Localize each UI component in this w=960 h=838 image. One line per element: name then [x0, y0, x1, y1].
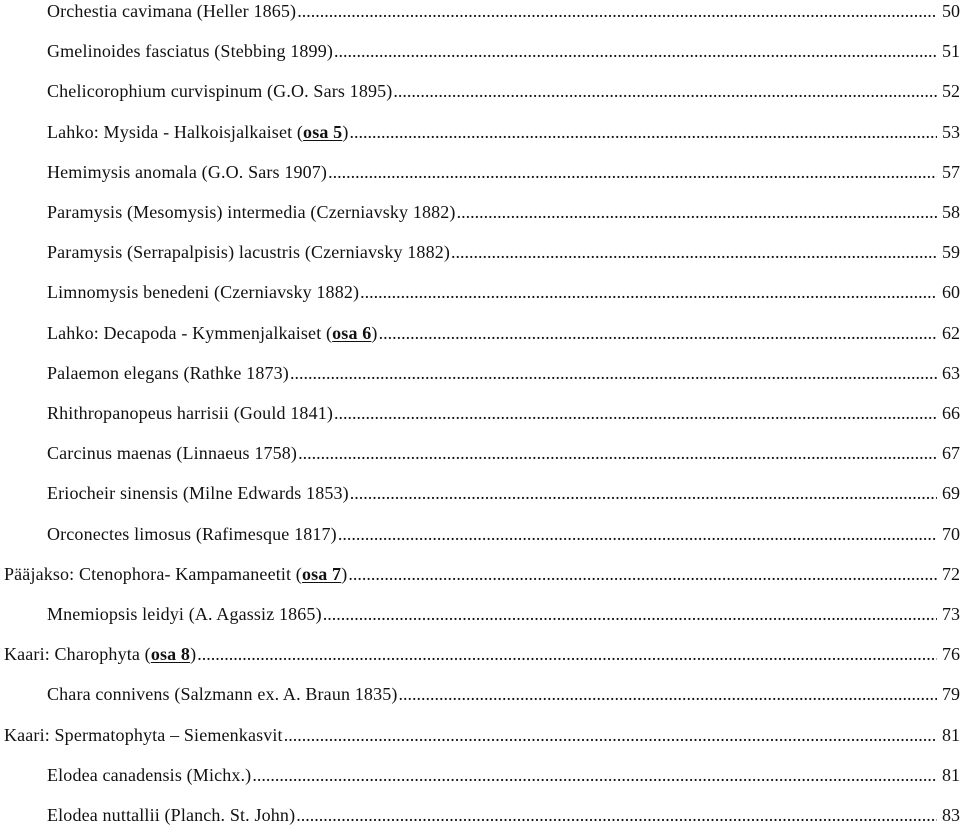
dot-leader: [298, 442, 937, 464]
toc-page-number: 73: [942, 604, 960, 624]
toc-page-number: 66: [942, 403, 960, 423]
dot-leader: [348, 563, 937, 585]
toc-entry[interactable]: [47, 271, 960, 303]
dot-leader: [334, 40, 937, 62]
toc-entry[interactable]: [47, 312, 960, 344]
toc-entry-title: Hemimysis anomala (G.O. Sars 1907): [47, 161, 328, 182]
toc-entry-title: Lahko: Decapoda - Kymmenjalkaiset (osa 6): [47, 322, 378, 343]
toc-entry-title: Chara connivens (Salzmann ex. A. Braun 1835): [47, 684, 398, 705]
toc-entry-link[interactable]: osa 7: [301, 563, 342, 584]
toc-entry-title: Lahko: Mysida - Halkoisjalkaiset (osa 5): [47, 121, 349, 142]
toc-page-number: 50: [942, 1, 960, 21]
toc-page-number: 62: [942, 322, 960, 343]
toc-entry-link[interactable]: osa 8: [150, 644, 191, 665]
toc-page-number: 76: [942, 644, 960, 665]
toc-page-number: 70: [942, 523, 960, 544]
toc-entry[interactable]: [47, 30, 960, 62]
toc-entry-title: Carcinus maenas (Linnaeus 1758): [47, 443, 298, 464]
toc-entry[interactable]: [4, 714, 960, 746]
toc-page-number: 59: [942, 242, 960, 263]
toc-entry-title: Chelicorophium curvispinum (G.O. Sars 1895): [47, 81, 393, 102]
toc-entry-title: Eriocheir sinensis (Milne Edwards 1853): [47, 483, 349, 504]
toc-page-number: 81: [942, 724, 960, 745]
toc-entry[interactable]: [47, 754, 960, 786]
dot-leader: [284, 724, 937, 746]
dot-leader: [393, 80, 937, 102]
dot-leader: [290, 362, 937, 384]
toc-page-number: 57: [942, 161, 960, 182]
dot-leader: [252, 764, 937, 786]
toc-page-number: 52: [942, 81, 960, 102]
toc-entry-link[interactable]: osa 6: [332, 322, 372, 343]
dot-leader: [328, 161, 937, 183]
toc-entry-title: Rhithropanopeus harrisii (Gould 1841): [47, 403, 334, 423]
toc-entry[interactable]: [47, 151, 960, 183]
dot-leader: [451, 241, 937, 263]
toc-entry-title: Paramysis (Mesomysis) intermedia (Czerniavsky 1882): [47, 202, 456, 222]
toc-page-number: 81: [942, 764, 960, 785]
toc-page-number: 51: [942, 41, 960, 62]
toc-page-number: 53: [942, 121, 960, 142]
toc-entry[interactable]: [47, 593, 960, 625]
toc-page-number: 58: [942, 202, 960, 222]
toc-entry-title: Mnemiopsis leidyi (A. Agassiz 1865): [47, 604, 322, 624]
toc-entry-title: Palaemon elegans (Rathke 1873): [47, 362, 289, 383]
dot-leader: [334, 402, 937, 424]
dot-leader: [379, 322, 937, 344]
dot-leader: [399, 683, 937, 705]
toc-entry-title: Pääjakso: Ctenophora- Kampamaneetit (osa 7): [4, 563, 348, 584]
toc-entry[interactable]: [47, 794, 960, 826]
toc-entry-title: Kaari: Spermatophyta – Siemenkasvit: [4, 724, 283, 745]
dot-leader: [349, 121, 937, 143]
dot-leader: [296, 804, 937, 826]
toc-entry[interactable]: [4, 633, 960, 665]
toc-page-number: 83: [942, 805, 960, 825]
toc-page-number: 60: [942, 282, 960, 303]
toc-page-number: 69: [942, 483, 960, 504]
toc-entry-title: Elodea canadensis (Michx.): [47, 764, 252, 785]
toc-entry[interactable]: [47, 673, 960, 705]
toc-entry[interactable]: [47, 191, 960, 223]
toc-entry-title: Gmelinoides fasciatus (Stebbing 1899): [47, 41, 333, 62]
toc-page-number: 72: [942, 563, 960, 584]
toc-entry-title: Kaari: Charophyta (osa 8): [4, 644, 197, 665]
toc-entry[interactable]: [47, 392, 960, 424]
dot-leader: [323, 603, 937, 625]
dot-leader: [360, 281, 937, 303]
dot-leader: [297, 0, 937, 22]
toc-entry-title: Paramysis (Serrapalpisis) lacustris (Czerniavsky 1882): [47, 242, 451, 263]
toc-entry[interactable]: [47, 472, 960, 504]
dot-leader: [457, 201, 937, 223]
toc-entry-link[interactable]: osa 5: [303, 121, 343, 142]
dot-leader: [350, 482, 937, 504]
toc-entry[interactable]: [47, 70, 960, 102]
toc-entry[interactable]: [47, 0, 960, 22]
toc-entry-title: Orconectes limosus (Rafimesque 1817): [47, 523, 337, 544]
dot-leader: [338, 523, 937, 545]
toc-entry[interactable]: [47, 231, 960, 263]
toc-page-number: 63: [942, 362, 960, 383]
dot-leader: [197, 643, 937, 665]
toc-entry[interactable]: [4, 553, 960, 585]
toc-entry-title: Orchestia cavimana (Heller 1865): [47, 1, 297, 21]
toc-page-number: 79: [942, 684, 960, 705]
toc-entry[interactable]: [47, 432, 960, 464]
toc-entry[interactable]: [47, 111, 960, 143]
toc-entry[interactable]: [47, 513, 960, 545]
toc-entry-title: Elodea nuttallii (Planch. St. John): [47, 805, 296, 825]
toc-page-number: 67: [942, 443, 960, 464]
toc-entry-title: Limnomysis benedeni (Czerniavsky 1882): [47, 282, 360, 303]
toc-entry[interactable]: [47, 352, 960, 384]
